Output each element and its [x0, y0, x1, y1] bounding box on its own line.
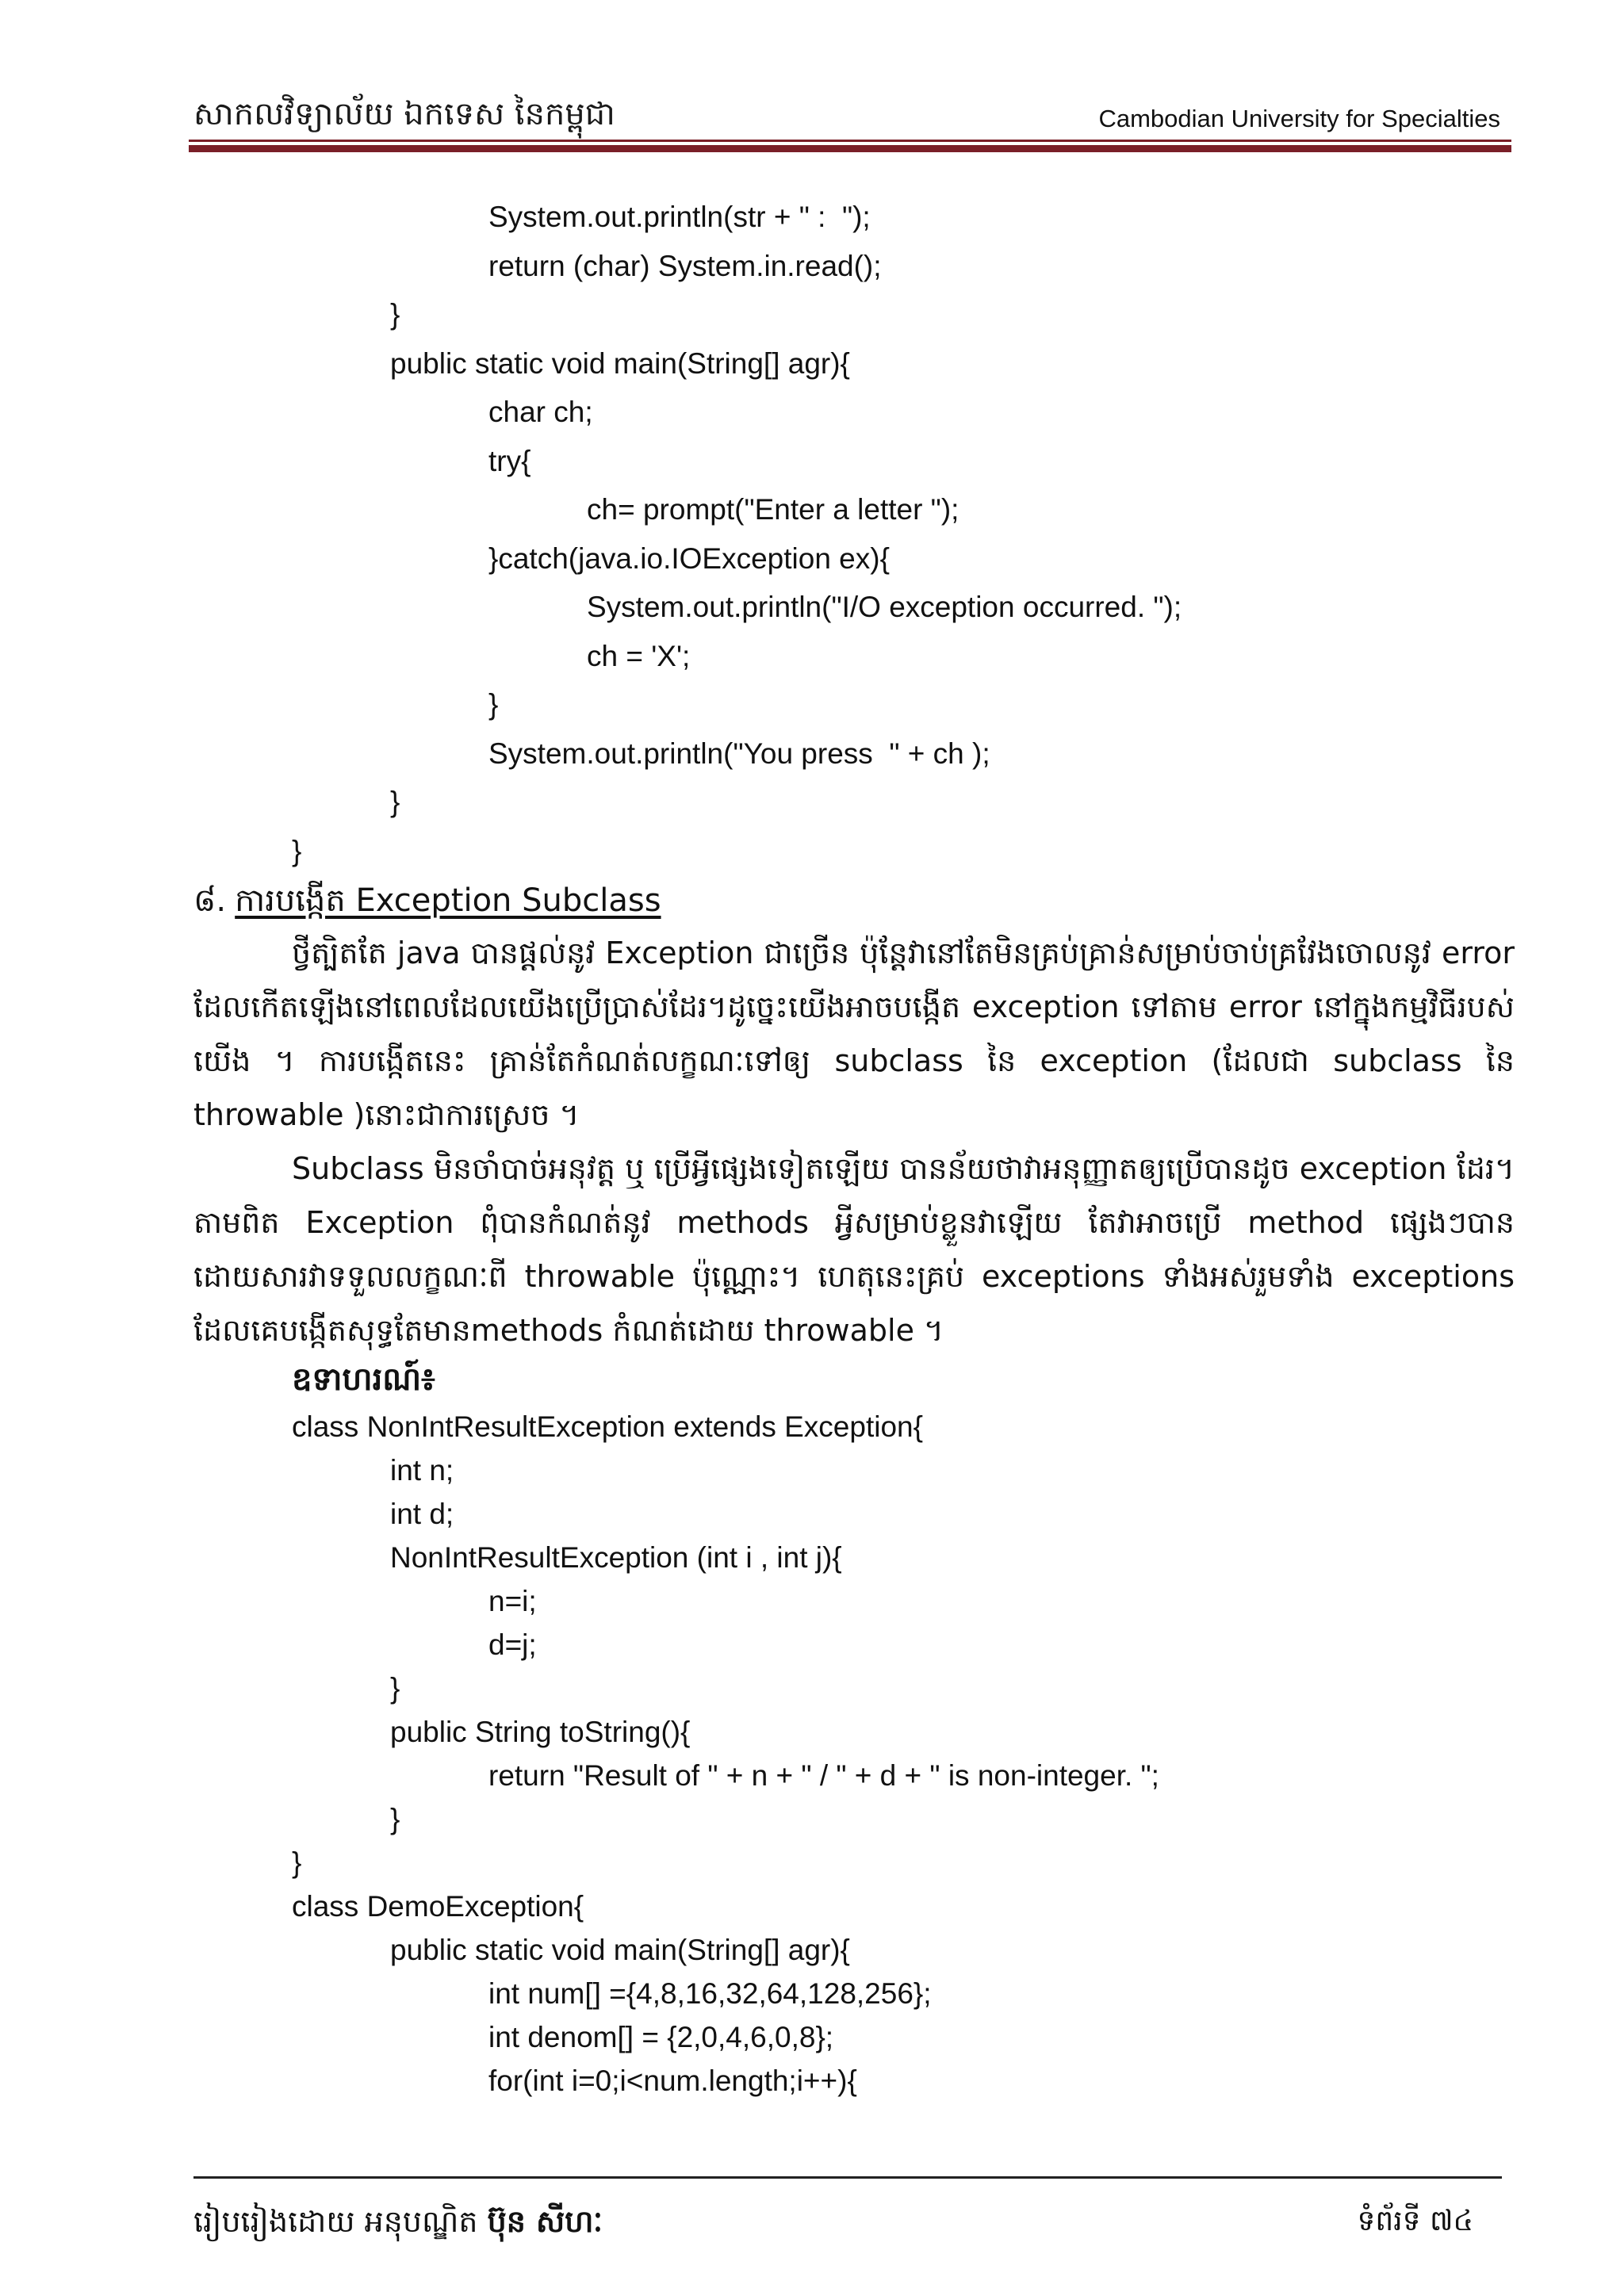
code-line: int n; [390, 1454, 454, 1487]
code-line: return "Result of " + n + " / " + d + " is non-integer. "; [488, 1759, 1159, 1792]
paragraph-subclass: Subclass មិនចាំបាច់អនុវត្ត ឬ ប្រើអ្វីផ្សេងទៀតឡើយ បានន័យថាវាអនុញ្ញាតឲ្យប្រើបានដូច exception ដែរ។ តាមពិត Exception ពុំបានកំណត់នូវ methods អ្វីសម្រាប់ខ្លួនវាឡើយ តែវាអាចប្រើ method ផ្សេងៗបាន ដោយសារវាទទួលលក្ខណៈពី throwable ប៉ុណ្ណោះ។ ហេតុនេះគ្រប់ exceptions ទាំងអស់រួមទាំង exceptions ដែលគេបង្កើតសុទ្ធតែមានmethods កំណត់ដោយ throwable ។ [193, 1151, 1515, 1348]
code-line: n=i; [488, 1585, 537, 1617]
section-title: ការបង្កើត Exception Subclass [235, 882, 661, 919]
code-line: } [292, 834, 302, 867]
code-line: int d; [390, 1498, 454, 1530]
code-line: public static void main(String[] agr){ [390, 1934, 850, 1966]
section-number: ៨. [193, 882, 227, 919]
header-university-khmer: សាកលវិទ្យាល័យ ឯកទេស នៃកម្ពុជា [193, 96, 615, 132]
code-line: ch = 'X'; [587, 639, 691, 672]
code-line: d=j; [488, 1628, 537, 1661]
header-divider-thin [189, 140, 1511, 142]
header-university-english: Cambodian University for Specialties [1098, 105, 1500, 132]
code-line: } [390, 786, 400, 818]
code-line: } [292, 1846, 302, 1879]
code-line: public static void main(String[] agr){ [390, 346, 850, 380]
code-line: System.out.println(str + " : "); [488, 201, 871, 233]
code-line: System.out.println("I/O exception occurred. "); [587, 591, 1182, 623]
code-line: for(int i=0;i<num.length;i++){ [488, 2064, 857, 2097]
code-line: } [390, 298, 400, 331]
footer-page-number: ទំព័រទី ៧៤ [1357, 2205, 1473, 2237]
code-line: System.out.println("You press " + ch ); [488, 737, 990, 770]
footer-author-credit [193, 2202, 603, 2247]
example-label: ឧទាហរណ៍៖ [292, 1361, 435, 1398]
section-heading [193, 880, 661, 927]
footer-author-name: ប៊ុន សីហៈ [487, 2204, 603, 2239]
code-line: NonIntResultException (int i , int j){ [390, 1541, 842, 1574]
header-divider-thick [189, 145, 1511, 152]
code-line: } [390, 1672, 400, 1705]
code-line: int denom[] = {2,0,4,6,0,8}; [488, 2021, 834, 2053]
code-line: char ch; [488, 396, 593, 428]
code-line: int num[] ={4,8,16,32,64,128,256}; [488, 1977, 932, 2010]
code-line: return (char) System.in.read(); [488, 249, 882, 282]
footer-credit-prefix: រៀបរៀងដោយ អនុបណ្ឌិត [193, 2204, 488, 2239]
code-line: try{ [488, 444, 531, 477]
code-line: } [390, 1803, 400, 1835]
footer-divider [193, 2176, 1502, 2179]
code-line: class NonIntResultException extends Exception{ [292, 1410, 923, 1443]
code-line: } [488, 688, 499, 721]
code-line: public String toString(){ [390, 1716, 691, 1748]
code-line: }catch(java.io.IOException ex){ [488, 541, 890, 575]
paragraph-intro: ថ្វីត្បិតតែ java បានផ្តល់នូវ Exception ជាច្រើន ប៉ុន្តែវានៅតែមិនគ្រប់គ្រាន់សម្រាប់ចាប់គ្រវែងចោលនូវ error ដែលកើតឡើងនៅពេលដែលយើងប្រើប្រាស់ដែរ។ដូច្នេះយើងអាចបង្កើត exception ទៅតាម error នៅក្នុងកម្មវិធីរបស់យើង ។ ការបង្កើតនេះ គ្រាន់តែកំណត់លក្ខណៈទៅឲ្យ subclass នៃ exception (ដែលជា subclass នៃ throwable )នោះជាការស្រេច ។ [193, 936, 1515, 1132]
code-line: ch= prompt("Enter a letter "); [587, 493, 959, 526]
code-line: class DemoException{ [292, 1890, 584, 1923]
